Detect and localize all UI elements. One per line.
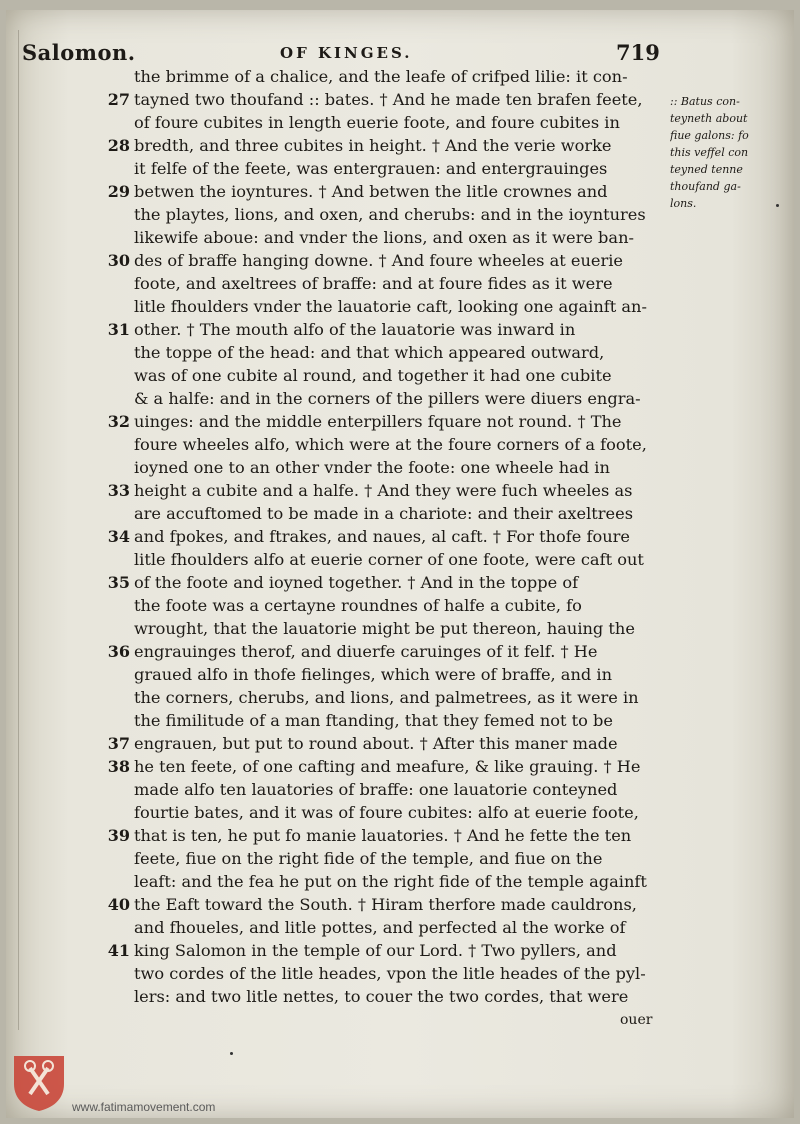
text-line: of the foote and ioyned together. † And in the toppe of: [134, 573, 579, 592]
text-line: the fimilitude of a man ftanding, that they femed not to be: [134, 711, 613, 730]
margin-note-line: teyned tenne: [670, 163, 743, 176]
verse-number: [100, 664, 130, 686]
footer-website-link[interactable]: www.fatimamovement.com: [72, 1100, 216, 1114]
verse-number: 30: [107, 251, 130, 270]
verse-number: [100, 710, 130, 732]
text-line: other. † The mouth alfo of the lauatorie was inward in: [134, 320, 576, 339]
verse-number: 31: [107, 320, 130, 339]
margin-note-line: lons.: [670, 197, 697, 210]
verse-number: [100, 848, 130, 870]
verse-number: [100, 158, 130, 180]
verse-number: [100, 917, 130, 939]
coat-of-arms-logo: [12, 1054, 66, 1112]
verse-number: [100, 687, 130, 709]
text-line: the playtes, lions, and oxen, and cherubs: and in the ioyntures: [134, 205, 646, 224]
text-line: are accuftomed to be made in a chariote: and their axeltrees: [134, 504, 634, 523]
verse-number: 41: [107, 941, 130, 960]
verse-number: 32: [107, 412, 130, 431]
verse-number: [100, 871, 130, 893]
verse-number: [100, 503, 130, 525]
text-line: the toppe of the head: and that which appeared outward,: [134, 343, 605, 362]
margin-note-line: teyneth about: [670, 112, 748, 125]
text-line: foote, and axeltrees of braffe: and at foure fides as it were: [134, 274, 613, 293]
text-line: king Salomon in the temple of our Lord. † Two pyllers, and: [134, 941, 617, 960]
verse-number: 28: [107, 136, 130, 155]
text-line: litle fhoulders alfo at euerie corner of one foote, were caft out: [134, 550, 644, 569]
verse-number: 34: [107, 527, 130, 546]
verse-number: [100, 618, 130, 640]
speck: [776, 204, 779, 207]
text-line: uinges: and the middle enterpillers fquare not round. † The: [134, 412, 622, 431]
verse-number: [100, 549, 130, 571]
verse-number: [100, 779, 130, 801]
margin-note-line: this veffel con: [670, 146, 749, 159]
text-line: made alfo ten lauatories of braffe: one lauatorie conteyned: [134, 780, 618, 799]
verse-number: [100, 273, 130, 295]
text-line: engrauinges therof, and diuerfe caruinges of it felf. † He: [134, 642, 598, 661]
text-line: & a halfe: and in the corners of the pillers were diuers engra-: [134, 389, 641, 408]
text-line: he ten feete, of one cafting and meafure, & like grauing. † He: [134, 757, 641, 776]
header-book-name: Salomon.: [22, 40, 136, 65]
verse-number: [100, 66, 130, 88]
text-line: and fhoueles, and litle pottes, and perfected al the worke of: [134, 918, 626, 937]
verse-number: [100, 388, 130, 410]
verse-number: 38: [107, 757, 130, 776]
text-line: des of braffe hanging downe. † And foure wheeles at euerie: [134, 251, 624, 270]
verse-number: 29: [107, 182, 130, 201]
text-line: it felfe of the feete, was entergrauen: and entergrauinges: [134, 159, 608, 178]
verse-number: 37: [107, 734, 130, 753]
verse-number: 40: [107, 895, 130, 914]
text-line: of foure cubites in length euerie foote, and foure cubites in: [134, 113, 620, 132]
text-line: height a cubite and a halfe. † And they were fuch wheeles as: [134, 481, 633, 500]
verse-number: [100, 204, 130, 226]
verse-number: 33: [107, 481, 130, 500]
verse-number: [100, 296, 130, 318]
speck: [230, 1052, 233, 1055]
verse-number: 27: [107, 90, 130, 109]
text-line: ioyned one to an other vnder the foote: one wheele had in: [134, 458, 610, 477]
text-line: likewife aboue: and vnder the lions, and oxen as it were ban-: [134, 228, 634, 247]
verse-number: [100, 342, 130, 364]
verse-number: [100, 112, 130, 134]
verse-number: [100, 434, 130, 456]
text-line: betwen the ioyntures. † And betwen the litle crownes and: [134, 182, 608, 201]
text-line: graued alfo in thofe fielinges, which were of braffe, and in: [134, 665, 612, 684]
margin-note-line: :: Batus con-: [670, 95, 740, 108]
header-title: OF KINGES.: [280, 44, 413, 62]
verse-number: [100, 457, 130, 479]
verse-number: [100, 227, 130, 249]
text-line: the Eaft toward the South. † Hiram therfore made cauldrons,: [134, 895, 637, 914]
page-number: 719: [616, 40, 660, 65]
text-line: wrought, that the lauatorie might be put thereon, hauing the: [134, 619, 635, 638]
gutter-line: [18, 30, 19, 1030]
verse-number: [100, 365, 130, 387]
text-line: engrauen, but put to round about. † After this maner made: [134, 734, 618, 753]
verse-number: 39: [107, 826, 130, 845]
text-line: two cordes of the litle heades, vpon the litle heades of the pyl-: [134, 964, 646, 983]
text-line: foure wheeles alfo, which were at the foure corners of a foote,: [134, 435, 647, 454]
text-line: feete, fiue on the right fide of the temple, and fiue on the: [134, 849, 603, 868]
margin-note-line: fiue galons: fo: [670, 129, 749, 142]
catchword: ouer: [620, 1012, 653, 1028]
text-line: lers: and two litle nettes, to couer the two cordes, that were: [134, 987, 629, 1006]
verse-number: [100, 986, 130, 1008]
verse-number: 36: [107, 642, 130, 661]
text-line: the corners, cherubs, and lions, and palmetrees, as it were in: [134, 688, 639, 707]
text-line: bredth, and three cubites in height. † And the verie worke: [134, 136, 612, 155]
text-line: and fpokes, and ftrakes, and naues, al caft. † For thofe foure: [134, 527, 630, 546]
text-line: fourtie bates, and it was of foure cubites: alfo at euerie foote,: [134, 803, 639, 822]
verse-number: [100, 802, 130, 824]
text-line: the brimme of a chalice, and the leafe of crifped lilie: it con-: [134, 67, 628, 86]
text-line: the foote was a certayne roundnes of halfe a cubite, fo: [134, 596, 582, 615]
text-line: was of one cubite al round, and together it had one cubite: [134, 366, 612, 385]
text-line: litle fhoulders vnder the lauatorie caft, looking one againft an-: [134, 297, 647, 316]
margin-note-line: thoufand ga-: [670, 180, 741, 193]
text-line: leaft: and the fea he put on the right fide of the temple againft: [134, 872, 647, 891]
verse-number: [100, 595, 130, 617]
text-line: that is ten, he put fo manie lauatories. † And he fette the ten: [134, 826, 632, 845]
text-line: tayned two thoufand :: bates. † And he made ten brafen feete,: [134, 90, 643, 109]
verse-number: [100, 963, 130, 985]
verse-number: 35: [107, 573, 130, 592]
